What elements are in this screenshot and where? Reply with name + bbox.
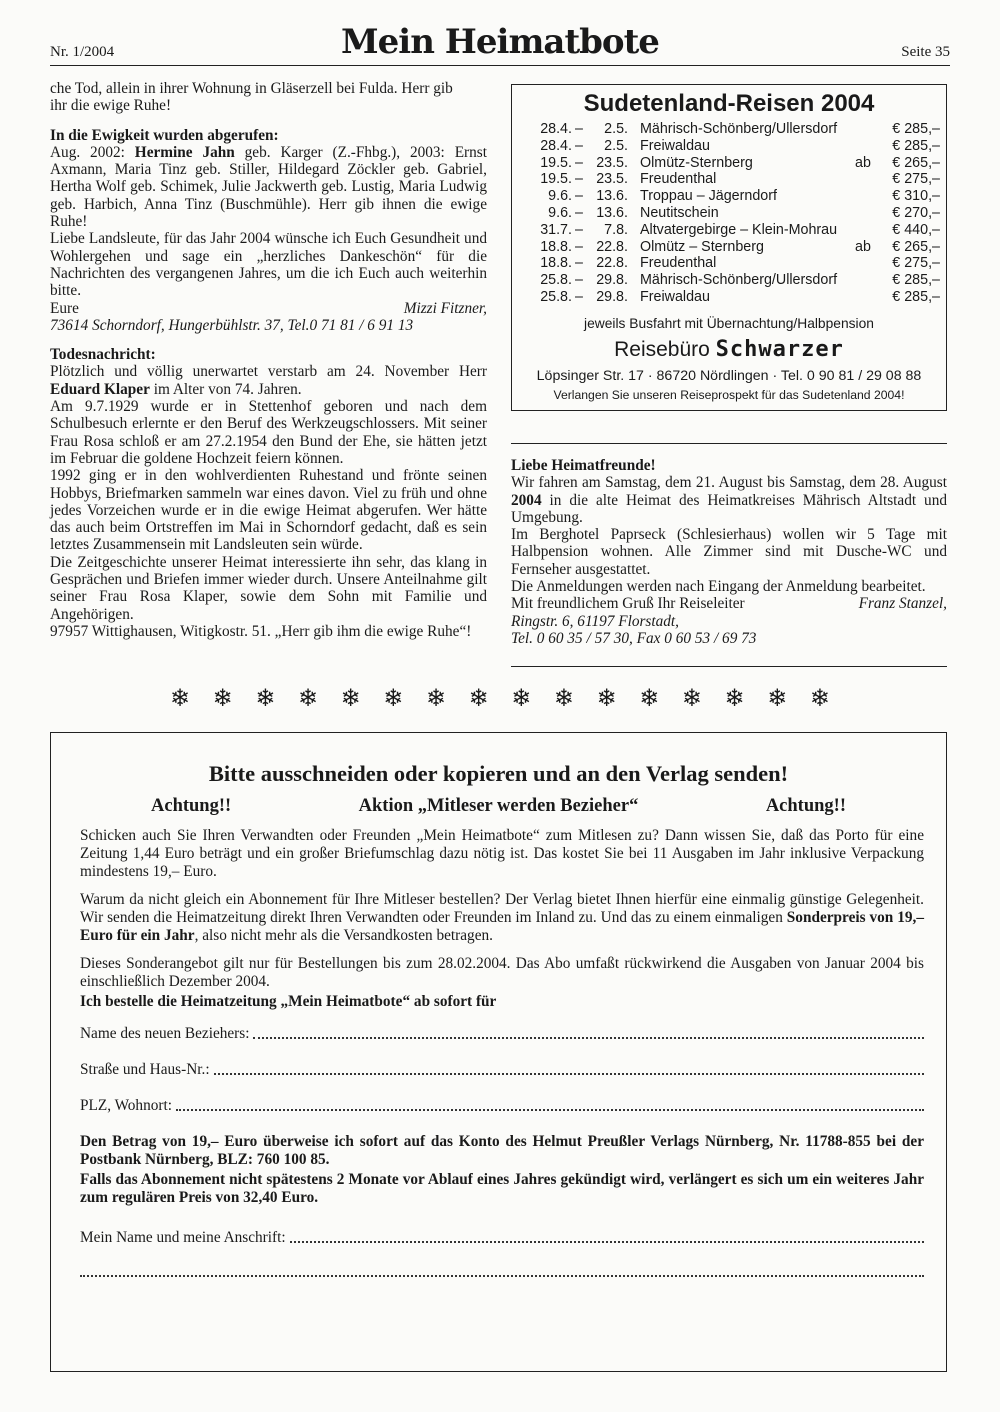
trip-price: € 265,– <box>892 238 940 255</box>
trip-destination: Olmütz-Sternberg <box>640 154 753 171</box>
obituary-paragraph-2: Am 9.7.1929 wurde er in Stettenhof geboren und nach dem Schulbesuch erlernte er den Beruf des Werkzeugschlossers. Mit seiner Frau Rosa schloß er am 27.2.1954 den Bund der Ehe, sie hätten jetzt im Februar die goldene Hochzeit feiern können. <box>50 398 487 467</box>
trip-to: 22.8. <box>596 255 628 272</box>
snowflake-icon: ❄ <box>809 686 830 712</box>
trip-destination: Freiwaldau <box>640 288 710 305</box>
trip-ab <box>855 222 885 239</box>
trip-to: 29.8. <box>596 272 628 289</box>
trip-paragraph-1: Wir fahren am Samstag, dem 21. August bis Samstag, dem 28. August 2004 in die alte Heimat des Heimatkreises Mährisch Altstadt und Umgebung. <box>511 474 947 526</box>
special-price: Sonderpreis von 19,– Euro für ein Jahr <box>80 909 924 944</box>
order-form-title: Bitte ausschneiden oder kopieren und an den Verlag senden! <box>208 761 789 786</box>
trip-signer-address: Ringstr. 6, 61197 Florstadt, <box>511 612 679 630</box>
trip-price: € 285,– <box>892 272 940 289</box>
trip-destination: Olmütz – Sternberg <box>640 238 764 255</box>
snowflake-icon: ❄ <box>255 686 276 712</box>
trip-ab <box>855 272 885 289</box>
trip-ab <box>855 138 885 155</box>
greeting-text: Liebe Landsleute, für das Jahr 2004 wünsche ich Euch Gesundheit und Wohlergehen und sage ein „herzliches Dankeschön“ für die Nachrichten des vergangenen Jahres, um die ich Euch auch weiterhin bitte. <box>50 230 487 300</box>
snowflake-icon: ❄ <box>170 686 191 712</box>
tour-row <box>534 255 940 272</box>
trip-dash: – <box>575 137 583 154</box>
snowflake-icon: ❄ <box>511 686 532 712</box>
city-field[interactable] <box>80 1097 924 1115</box>
tour-advertisement <box>511 84 947 411</box>
tour-title: Sudetenland-Reisen 2004 <box>583 90 875 117</box>
obituary-intro: Plötzlich und völlig unerwartet verstarb am 24. November Herr Eduard Klaper im Alter von 74. Jahren. <box>50 363 487 398</box>
obituary-paragraph-4: Die Zeitgeschichte unserer Heimat interessierte ihn sehr, das klang in Gesprächen und Briefen immer wieder durch. Unsere Anteilnahme gilt seiner Frau Rosa Klaper, sowie dem Sohn mit Familie und Angehörigen. <box>50 553 487 623</box>
tour-row <box>534 121 940 138</box>
snowflake-icon: ❄ <box>212 686 233 712</box>
field-label-city: PLZ, Wohnort: <box>80 1097 172 1114</box>
trip-from: 31.7. <box>540 221 572 238</box>
new-subscriber-name-field[interactable] <box>80 1025 924 1043</box>
trip-dash: – <box>575 171 583 188</box>
tour-row <box>534 222 940 239</box>
trip-destination: Freiwaldau <box>640 137 710 154</box>
trip-to: 23.5. <box>596 154 628 171</box>
snowflake-divider <box>170 684 830 713</box>
trip-from: 18.8. <box>540 255 572 272</box>
trip-to: 23.5. <box>596 171 628 188</box>
trip-from: 18.8. <box>540 238 572 255</box>
order-line: Ich bestelle die Heimatzeitung „Mein Heimatbote“ ab sofort für <box>80 993 497 1010</box>
trip-destination: Freudenthal <box>640 171 717 188</box>
trip-price: € 440,– <box>892 221 940 238</box>
trip-ab <box>855 205 885 222</box>
tour-row <box>534 272 940 289</box>
trip-price: € 310,– <box>892 188 940 205</box>
order-paragraph-2: Warum da nicht gleich ein Abonnement für Ihre Mitleser bestellen? Der Verlag bietet Ihnen hierfür eine einmalig günstige Gelegenheit. Wir senden die Heimatzeitung direkt Ihren Verwandten oder Freunden im Inland zu. Und das zu einem einmaligen Sonderpreis von 19,– Euro für ein Jahr, also nicht mehr als die Versandkosten betragen. <box>80 891 924 944</box>
trip-from: 19.5. <box>540 154 572 171</box>
eure-label: Eure <box>50 299 79 317</box>
signature-row <box>50 300 487 317</box>
prospectus-note: Verlangen Sie unseren Reiseprospekt für das Sudetenland 2004! <box>553 387 905 402</box>
order-paragraph-1: Schicken auch Sie Ihren Verwandten oder Freunden „Mein Heimatbote“ zum Mitlesen zu? Dann wissen Sie, daß das Porto für eine Zeitung 1,44 Euro beträgt und ein großer Briefumschlag dazu nötig ist. Das kostet Sie bei 11 Ausgaben im Jahr inklusive Verpackung mindestens 19,– Euro. <box>80 827 924 880</box>
trip-dash: – <box>575 154 583 171</box>
right-column <box>511 457 947 647</box>
trip-destination: Freudenthal <box>640 255 717 272</box>
trip-price: € 265,– <box>892 154 940 171</box>
trip-dash: – <box>575 288 583 305</box>
trip-from: 28.4. <box>540 137 572 154</box>
trip-signer: Franz Stanzel, <box>858 595 947 613</box>
trip-ab <box>855 188 885 205</box>
tour-row <box>534 138 940 155</box>
tour-row <box>534 205 940 222</box>
tour-row <box>534 155 940 172</box>
achtung-right: Achtung!! <box>765 796 846 816</box>
trip-ab <box>855 255 885 272</box>
snowflake-icon: ❄ <box>340 686 361 712</box>
renewal-text: Falls das Abonnement nicht spätestens 2 Monate vor Ablauf eines Jahres gekündigt wird, verlängert es sich um ein weiteres Jahr zum regulären Preis von 32,40 Euro. <box>80 1171 924 1206</box>
trip-to: 2.5. <box>604 137 628 154</box>
trip-from: 9.6. <box>548 188 572 205</box>
achtung-left: Achtung!! <box>151 796 232 816</box>
snowflake-icon: ❄ <box>767 686 788 712</box>
trip-ab: ab <box>855 154 871 171</box>
header-rule <box>50 65 950 66</box>
field-label-name: Name des neuen Beziehers: <box>80 1025 250 1042</box>
order-paragraph-3: Dieses Sonderangebot gilt nur für Bestellungen bis zum 28.02.2004. Das Abo umfaßt rückwirkend die Ausgaben von Januar 2004 bis einschließlich Dezember 2004. <box>80 955 924 990</box>
own-address-field[interactable] <box>80 1229 924 1247</box>
trip-from: 9.6. <box>548 204 572 221</box>
heimatfreunde-heading: Liebe Heimatfreunde! <box>511 457 656 474</box>
section-heading-todesnachricht: Todesnachricht: <box>50 346 156 364</box>
trip-to: 29.8. <box>596 288 628 305</box>
trip-dash: – <box>575 188 583 205</box>
section-ewigkeit-text: Aug. 2002: Hermine Jahn geb. Karger (Z.-Fhbg.), 2003: Ernst Axmann, Maria Tinz geb. Stiller, Hildegard Zöckler geb. Gabriel, Hertha Wolf geb. Schimek, Julie Jackwerth geb. Lustig, Maria Ludwig geb. Harbich, Anna Tinz (Buschmühle). Herr gib ihnen die ewige Ruhe! <box>50 143 487 231</box>
trip-destination: Mährisch-Schönberg/Ullersdorf <box>640 272 838 289</box>
payment-text: Den Betrag von 19,– Euro überweise ich sofort auf das Konto des Helmut Preußler Verlags Nürnberg, Nr. 11788-855 bei der Postbank Nürnberg, BLZ: 760 100 85. <box>80 1133 924 1168</box>
snowflake-icon: ❄ <box>383 686 404 712</box>
field-label-own: Mein Name und meine Anschrift: <box>80 1229 286 1246</box>
trip-destination: Altvatergebirge – Klein-Mohrau <box>640 221 838 238</box>
snowflake-icon: ❄ <box>681 686 702 712</box>
trip-destination: Neutitschein <box>640 204 719 221</box>
trip-dash: – <box>575 272 583 289</box>
field-label-street: Straße und Haus-Nr.: <box>80 1061 210 1078</box>
trip-price: € 285,– <box>892 137 940 154</box>
newspaper-title: Mein Heimatbote <box>341 22 659 62</box>
trip-price: € 275,– <box>892 255 940 272</box>
campaign-title: Aktion „Mitleser werden Bezieher“ <box>358 796 639 816</box>
agency-name: Reisebüro Schwarzer <box>614 336 844 362</box>
intro-line-1: che Tod, allein in ihrer Wohnung in Gläserzell bei Fulda. Herr gib <box>50 80 453 97</box>
trip-destination: Troppau – Jägerndorf <box>640 188 777 205</box>
trip-to: 7.8. <box>604 221 628 238</box>
order-form-body <box>80 827 924 1277</box>
order-form <box>50 732 947 1372</box>
trip-destination: Mährisch-Schönberg/Ullersdorf <box>640 121 838 137</box>
trip-signer-phone: Tel. 0 60 35 / 57 30, Fax 0 60 53 / 69 73 <box>511 629 757 647</box>
trip-from: 28.4. <box>540 121 572 137</box>
obituary-paragraph-3: 1992 ging er in den wohlverdienten Ruhestand und frönte seinen Hobbys, Briefmarken sammeln war eines davon. Viel zu früh und ohne jedes Vorzeichen wurde er in die ewige Heimat abgerufen. Wer hätte das auch beim Ortstreffen im Mai in Schorndorf gedacht, daß es sein letztes Zusammensein mit Landsleuten sein würde. <box>50 467 487 554</box>
trip-dash: – <box>575 221 583 238</box>
trip-signature-row <box>511 595 947 612</box>
obituary-paragraph-5: 97957 Wittighausen, Witigkostr. 51. „Herr gib ihm die ewige Ruhe“! <box>50 622 472 640</box>
deceased-name: Hermine Jahn <box>134 143 235 161</box>
trip-to: 13.6. <box>596 204 628 221</box>
trip-ab <box>855 289 885 306</box>
trip-ab: ab <box>855 238 871 255</box>
trip-to: 22.8. <box>596 238 628 255</box>
trip-dash: – <box>575 121 583 137</box>
trip-from: 19.5. <box>540 171 572 188</box>
snowflake-icon: ❄ <box>553 686 575 712</box>
issue-number: Nr. 1/2004 <box>50 44 115 60</box>
tour-row <box>534 188 940 205</box>
snowflake-icon: ❄ <box>297 686 319 712</box>
street-field[interactable] <box>80 1061 924 1079</box>
agency-address: Löpsinger Str. 17 · 86720 Nördlingen · Tel. 0 90 81 / 29 08 88 <box>536 367 922 384</box>
trip-price: € 275,– <box>892 171 940 188</box>
trip-paragraph-3: Die Anmeldungen werden nach Eingang der Anmeldung bearbeitet. <box>511 578 926 596</box>
trip-price: € 285,– <box>892 288 940 305</box>
tour-row <box>534 239 940 256</box>
snowflake-icon: ❄ <box>724 686 745 712</box>
tour-row <box>534 171 940 188</box>
page-number: Seite 35 <box>901 44 950 60</box>
snowflake-icon: ❄ <box>596 686 617 712</box>
trip-dash: – <box>575 255 583 272</box>
left-column <box>50 80 487 640</box>
snowflake-icon: ❄ <box>425 686 447 712</box>
own-address-line-2[interactable] <box>80 1257 924 1277</box>
snowflake-icon: ❄ <box>468 686 489 712</box>
obituary-name: Eduard Klaper <box>50 380 150 398</box>
trip-to: 2.5. <box>604 121 628 137</box>
trip-from: 25.8. <box>540 272 572 289</box>
trip-paragraph-2: Im Berghotel Paprseck (Schlesierhaus) wollen wir 5 Tage mit Halbpension wohnen. Alle Zimmer sind mit Dusche-WC und Fernseher ausgestattet. <box>511 526 947 578</box>
section-rule <box>511 443 947 444</box>
trip-ab <box>855 121 885 138</box>
intro-line-2: ihr die ewige Ruhe! <box>50 97 172 115</box>
trip-price: € 270,– <box>892 204 940 221</box>
tour-row <box>534 289 940 306</box>
campaign-row <box>151 796 846 817</box>
trip-closing: Mit freundlichem Gruß Ihr Reiseleiter <box>511 595 745 613</box>
trip-dash: – <box>575 238 583 255</box>
signer-address: 73614 Schorndorf, Hungerbühlstr. 37, Tel.0 71 81 / 6 91 13 <box>50 316 414 334</box>
tour-schedule-table <box>534 121 940 306</box>
trip-to: 13.6. <box>596 188 628 205</box>
section-heading-ewigkeit: In die Ewigkeit wurden abgerufen: <box>50 126 279 144</box>
trip-price: € 285,– <box>892 121 940 137</box>
trip-from: 25.8. <box>540 288 572 305</box>
trip-dash: – <box>575 204 583 221</box>
agency-brand: Schwarzer <box>715 336 844 362</box>
snowflake-icon: ❄ <box>639 686 660 712</box>
tour-note: jeweils Busfahrt mit Übernachtung/Halbpension <box>584 315 874 331</box>
trip-ab <box>855 171 885 188</box>
section-rule-2 <box>511 666 947 667</box>
signer-name: Mizzi Fitzner, <box>403 299 487 317</box>
